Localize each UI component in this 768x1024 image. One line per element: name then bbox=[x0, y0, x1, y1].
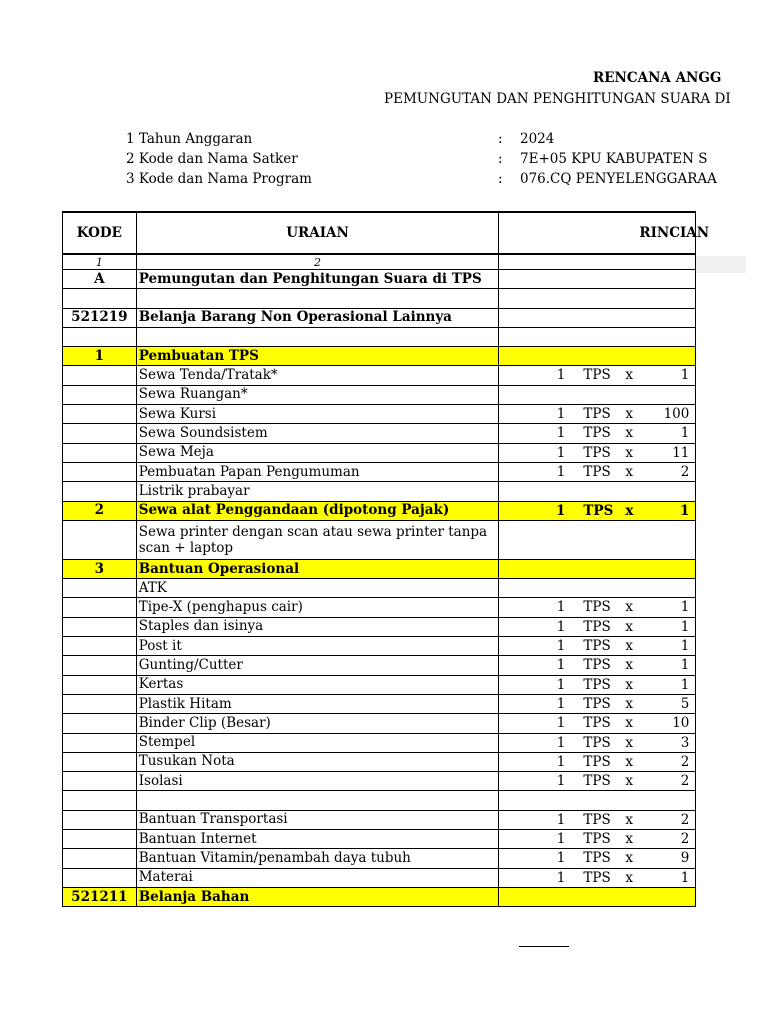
row-uraian: Isolasi bbox=[136, 772, 499, 791]
row-kode bbox=[63, 405, 137, 424]
table-row bbox=[63, 270, 696, 289]
table-column-number-row bbox=[63, 254, 696, 270]
rincian-unit: TPS bbox=[583, 444, 611, 461]
rincian-quantity: 9 bbox=[680, 850, 690, 867]
row-kode bbox=[63, 289, 137, 308]
table-row bbox=[63, 637, 696, 656]
rincian-times: x bbox=[625, 406, 633, 423]
rincian-quantity: 2 bbox=[680, 753, 690, 770]
row-kode: 1 bbox=[63, 347, 137, 366]
row-kode bbox=[63, 752, 137, 771]
rincian-volume: 1 bbox=[556, 734, 566, 751]
header-rincian: RINCIAN bbox=[639, 225, 710, 241]
rincian-times: x bbox=[625, 444, 633, 461]
row-uraian: Sewa alat Penggandaan (dipotong Pajak) bbox=[136, 501, 499, 520]
row-uraian: Listrik prabayar bbox=[136, 482, 499, 501]
rincian-unit: TPS bbox=[583, 715, 611, 732]
rincian-quantity: 3 bbox=[680, 734, 690, 751]
rincian-times: x bbox=[625, 811, 633, 828]
row-rincian bbox=[499, 772, 696, 791]
row-uraian: Plastik Hitam bbox=[136, 694, 499, 713]
row-rincian bbox=[499, 617, 696, 636]
budget-table-viewport bbox=[62, 211, 710, 951]
rincian-times: x bbox=[625, 425, 633, 442]
table-row bbox=[63, 327, 696, 346]
info-colon: : bbox=[498, 131, 503, 147]
row-rincian bbox=[499, 482, 696, 501]
rincian-unit: TPS bbox=[583, 811, 611, 828]
row-uraian: Bantuan Transportasi bbox=[136, 810, 499, 829]
rincian-volume: 1 bbox=[556, 811, 566, 828]
table-row bbox=[63, 733, 696, 752]
rincian-volume: 1 bbox=[556, 695, 566, 712]
rincian-times: x bbox=[625, 695, 633, 712]
table-row bbox=[63, 559, 696, 578]
row-kode bbox=[63, 579, 137, 598]
row-rincian bbox=[499, 579, 696, 598]
rincian-unit: TPS bbox=[583, 638, 611, 655]
rincian-volume: 1 bbox=[556, 444, 566, 461]
document-title: RENCANA ANGG bbox=[593, 70, 722, 86]
row-kode: 521211 bbox=[63, 887, 137, 906]
row-uraian: Tusukan Nota bbox=[136, 752, 499, 771]
row-kode bbox=[63, 810, 137, 829]
table-row bbox=[63, 830, 696, 849]
rincian-times: x bbox=[625, 502, 634, 519]
table-row bbox=[63, 579, 696, 598]
table-row bbox=[63, 520, 696, 559]
row-kode bbox=[63, 443, 137, 462]
rincian-unit: TPS bbox=[583, 676, 611, 693]
row-uraian: Bantuan Operasional bbox=[136, 559, 499, 578]
rincian-volume: 1 bbox=[556, 850, 566, 867]
rincian-times: x bbox=[625, 638, 633, 655]
row-uraian: Post it bbox=[136, 637, 499, 656]
row-rincian bbox=[499, 559, 696, 578]
row-kode: 2 bbox=[63, 501, 137, 520]
table-row bbox=[63, 868, 696, 887]
row-kode bbox=[63, 520, 137, 559]
row-rincian bbox=[499, 405, 696, 424]
info-colon: : bbox=[498, 171, 503, 187]
table-row bbox=[63, 443, 696, 462]
row-uraian: Bantuan Internet bbox=[136, 830, 499, 849]
table-row bbox=[63, 501, 696, 520]
table-row bbox=[63, 385, 696, 404]
row-kode bbox=[63, 482, 137, 501]
rincian-volume: 1 bbox=[556, 773, 566, 790]
rincian-quantity: 100 bbox=[663, 406, 690, 423]
table-row bbox=[63, 289, 696, 308]
rincian-quantity: 1 bbox=[680, 618, 690, 635]
row-uraian: Pembuatan Papan Pengumuman bbox=[136, 462, 499, 481]
rincian-unit: TPS bbox=[583, 463, 611, 480]
rincian-quantity: 1 bbox=[680, 599, 690, 616]
row-rincian bbox=[499, 694, 696, 713]
row-rincian bbox=[499, 366, 696, 385]
table-row bbox=[63, 462, 696, 481]
row-rincian bbox=[499, 501, 696, 520]
row-rincian bbox=[499, 327, 696, 346]
row-rincian bbox=[499, 656, 696, 675]
info-value: 076.CQ PENYELENGGARAA bbox=[520, 171, 717, 187]
table-row bbox=[63, 887, 696, 906]
row-kode bbox=[63, 714, 137, 733]
rincian-volume: 1 bbox=[556, 638, 566, 655]
row-rincian bbox=[499, 520, 696, 559]
row-rincian bbox=[499, 637, 696, 656]
row-kode bbox=[63, 637, 137, 656]
row-uraian: Sewa Meja bbox=[136, 443, 499, 462]
rincian-unit: TPS bbox=[583, 850, 611, 867]
info-row-program bbox=[126, 171, 717, 191]
column-number-shade bbox=[696, 256, 746, 273]
rincian-quantity: 1 bbox=[680, 657, 690, 674]
row-kode: 521219 bbox=[63, 308, 137, 327]
info-row-satker bbox=[126, 151, 708, 171]
rincian-quantity: 1 bbox=[680, 425, 690, 442]
table-row bbox=[63, 772, 696, 791]
rincian-times: x bbox=[625, 869, 633, 886]
table-row bbox=[63, 617, 696, 636]
row-rincian bbox=[499, 675, 696, 694]
rincian-unit: TPS bbox=[583, 367, 611, 384]
rincian-unit: TPS bbox=[583, 599, 611, 616]
table-row bbox=[63, 714, 696, 733]
row-uraian: Sewa printer dengan scan atau sewa printer tanpa scan + laptop bbox=[136, 520, 499, 559]
rincian-quantity: 1 bbox=[679, 502, 690, 519]
column-number-uraian: 2 bbox=[136, 254, 499, 270]
row-kode bbox=[63, 617, 137, 636]
info-value: 2024 bbox=[520, 131, 555, 147]
rincian-quantity: 1 bbox=[680, 869, 690, 886]
rincian-volume: 1 bbox=[556, 425, 566, 442]
info-row-tahun-anggaran bbox=[126, 131, 696, 151]
rincian-quantity: 1 bbox=[680, 638, 690, 655]
row-rincian bbox=[499, 462, 696, 481]
table-row bbox=[63, 849, 696, 868]
rincian-times: x bbox=[625, 715, 633, 732]
rincian-quantity: 10 bbox=[672, 715, 690, 732]
row-uraian bbox=[136, 791, 499, 810]
row-uraian: Stempel bbox=[136, 733, 499, 752]
rincian-times: x bbox=[625, 676, 633, 693]
rincian-unit: TPS bbox=[583, 695, 611, 712]
row-uraian: Belanja Bahan bbox=[136, 887, 499, 906]
rincian-quantity: 2 bbox=[680, 773, 690, 790]
row-kode bbox=[63, 327, 137, 346]
rincian-unit: TPS bbox=[583, 618, 611, 635]
row-kode: 3 bbox=[63, 559, 137, 578]
row-uraian: Belanja Barang Non Operasional Lainnya bbox=[136, 308, 499, 327]
rincian-unit: TPS bbox=[583, 773, 611, 790]
rincian-times: x bbox=[625, 734, 633, 751]
rincian-times: x bbox=[625, 657, 633, 674]
rincian-volume: 1 bbox=[556, 406, 566, 423]
row-rincian bbox=[499, 714, 696, 733]
rincian-unit: TPS bbox=[583, 831, 611, 848]
row-uraian bbox=[136, 327, 499, 346]
row-uraian: Binder Clip (Besar) bbox=[136, 714, 499, 733]
rincian-quantity: 1 bbox=[680, 676, 690, 693]
row-kode bbox=[63, 772, 137, 791]
table-row bbox=[63, 405, 696, 424]
row-kode bbox=[63, 598, 137, 617]
row-kode bbox=[63, 849, 137, 868]
table-row bbox=[63, 598, 696, 617]
rincian-times: x bbox=[625, 367, 633, 384]
table-row bbox=[63, 810, 696, 829]
header-rincian-cell bbox=[499, 212, 710, 254]
header-uraian: URAIAN bbox=[136, 212, 499, 254]
rincian-times: x bbox=[625, 618, 633, 635]
table-row bbox=[63, 366, 696, 385]
row-uraian: Tipe-X (penghapus cair) bbox=[136, 598, 499, 617]
rincian-volume: 1 bbox=[556, 831, 566, 848]
rincian-quantity: 11 bbox=[672, 444, 690, 461]
rincian-times: x bbox=[625, 463, 633, 480]
rincian-volume: 1 bbox=[556, 463, 566, 480]
row-rincian bbox=[499, 443, 696, 462]
row-rincian bbox=[499, 810, 696, 829]
header-kode: KODE bbox=[63, 212, 137, 254]
info-label: 2 Kode dan Nama Satker bbox=[126, 151, 298, 167]
row-uraian: Sewa Tenda/Tratak* bbox=[136, 366, 499, 385]
row-kode bbox=[63, 733, 137, 752]
rincian-unit: TPS bbox=[583, 753, 611, 770]
rincian-unit: TPS bbox=[583, 657, 611, 674]
row-kode bbox=[63, 675, 137, 694]
table-row bbox=[63, 656, 696, 675]
table-row bbox=[63, 347, 696, 366]
rincian-volume: 1 bbox=[556, 715, 566, 732]
rincian-volume: 1 bbox=[555, 502, 566, 519]
rincian-times: x bbox=[625, 773, 633, 790]
row-rincian bbox=[499, 868, 696, 887]
row-rincian bbox=[499, 733, 696, 752]
info-label: 1 Tahun Anggaran bbox=[126, 131, 253, 147]
row-kode bbox=[63, 791, 137, 810]
rincian-volume: 1 bbox=[556, 599, 566, 616]
row-uraian: Sewa Soundsistem bbox=[136, 424, 499, 443]
row-kode bbox=[63, 694, 137, 713]
rincian-times: x bbox=[625, 831, 633, 848]
info-label: 3 Kode dan Nama Program bbox=[126, 171, 312, 187]
document-subtitle: PEMUNGUTAN DAN PENGHITUNGAN SUARA DI bbox=[384, 91, 731, 107]
rincian-volume: 1 bbox=[556, 753, 566, 770]
rincian-times: x bbox=[625, 850, 633, 867]
row-rincian bbox=[499, 887, 696, 906]
row-uraian: Gunting/Cutter bbox=[136, 656, 499, 675]
table-row bbox=[63, 482, 696, 501]
rincian-unit: TPS bbox=[583, 425, 611, 442]
table-row bbox=[63, 791, 696, 810]
rincian-volume: 1 bbox=[556, 367, 566, 384]
rincian-volume: 1 bbox=[556, 869, 566, 886]
row-rincian bbox=[499, 385, 696, 404]
row-kode bbox=[63, 868, 137, 887]
row-kode bbox=[63, 366, 137, 385]
rincian-volume: 1 bbox=[556, 676, 566, 693]
row-rincian bbox=[499, 791, 696, 810]
table-header-row bbox=[63, 212, 696, 254]
row-rincian bbox=[499, 424, 696, 443]
table-row bbox=[63, 424, 696, 443]
row-rincian bbox=[499, 849, 696, 868]
table-row bbox=[63, 694, 696, 713]
table-row bbox=[63, 308, 696, 327]
info-value: 7E+05 KPU KABUPATEN S bbox=[520, 151, 708, 167]
row-rincian bbox=[499, 270, 696, 289]
rincian-times: x bbox=[625, 599, 633, 616]
row-kode bbox=[63, 830, 137, 849]
row-rincian bbox=[499, 347, 696, 366]
row-uraian: Kertas bbox=[136, 675, 499, 694]
rincian-volume: 1 bbox=[556, 657, 566, 674]
rincian-unit: TPS bbox=[583, 502, 614, 519]
budget-table bbox=[62, 211, 710, 907]
row-uraian: Pemungutan dan Penghitungan Suara di TPS bbox=[136, 270, 499, 289]
row-uraian: Materai bbox=[136, 868, 499, 887]
rincian-unit: TPS bbox=[583, 869, 611, 886]
row-rincian bbox=[499, 598, 696, 617]
row-kode: A bbox=[63, 270, 137, 289]
rincian-volume: 1 bbox=[556, 618, 566, 635]
rincian-quantity: 5 bbox=[680, 695, 690, 712]
underline-mark bbox=[519, 946, 569, 947]
row-uraian: Staples dan isinya bbox=[136, 617, 499, 636]
row-rincian bbox=[499, 830, 696, 849]
rincian-quantity: 2 bbox=[680, 811, 690, 828]
rincian-times: x bbox=[625, 753, 633, 770]
rincian-unit: TPS bbox=[583, 734, 611, 751]
rincian-quantity: 2 bbox=[680, 831, 690, 848]
row-uraian bbox=[136, 289, 499, 308]
row-kode bbox=[63, 656, 137, 675]
rincian-quantity: 1 bbox=[680, 367, 690, 384]
row-uraian: Pembuatan TPS bbox=[136, 347, 499, 366]
rincian-unit: TPS bbox=[583, 406, 611, 423]
row-uraian: Sewa Kursi bbox=[136, 405, 499, 424]
row-kode bbox=[63, 424, 137, 443]
row-uraian: Sewa Ruangan* bbox=[136, 385, 499, 404]
row-rincian bbox=[499, 289, 696, 308]
row-uraian: Bantuan Vitamin/penambah daya tubuh bbox=[136, 849, 499, 868]
column-number-rincian bbox=[499, 254, 696, 270]
row-kode bbox=[63, 462, 137, 481]
row-rincian bbox=[499, 308, 696, 327]
table-row bbox=[63, 675, 696, 694]
row-uraian: ATK bbox=[136, 579, 499, 598]
column-number-kode: 1 bbox=[63, 254, 137, 270]
info-colon: : bbox=[498, 151, 503, 167]
row-rincian bbox=[499, 752, 696, 771]
row-kode bbox=[63, 385, 137, 404]
rincian-quantity: 2 bbox=[680, 463, 690, 480]
table-row bbox=[63, 752, 696, 771]
